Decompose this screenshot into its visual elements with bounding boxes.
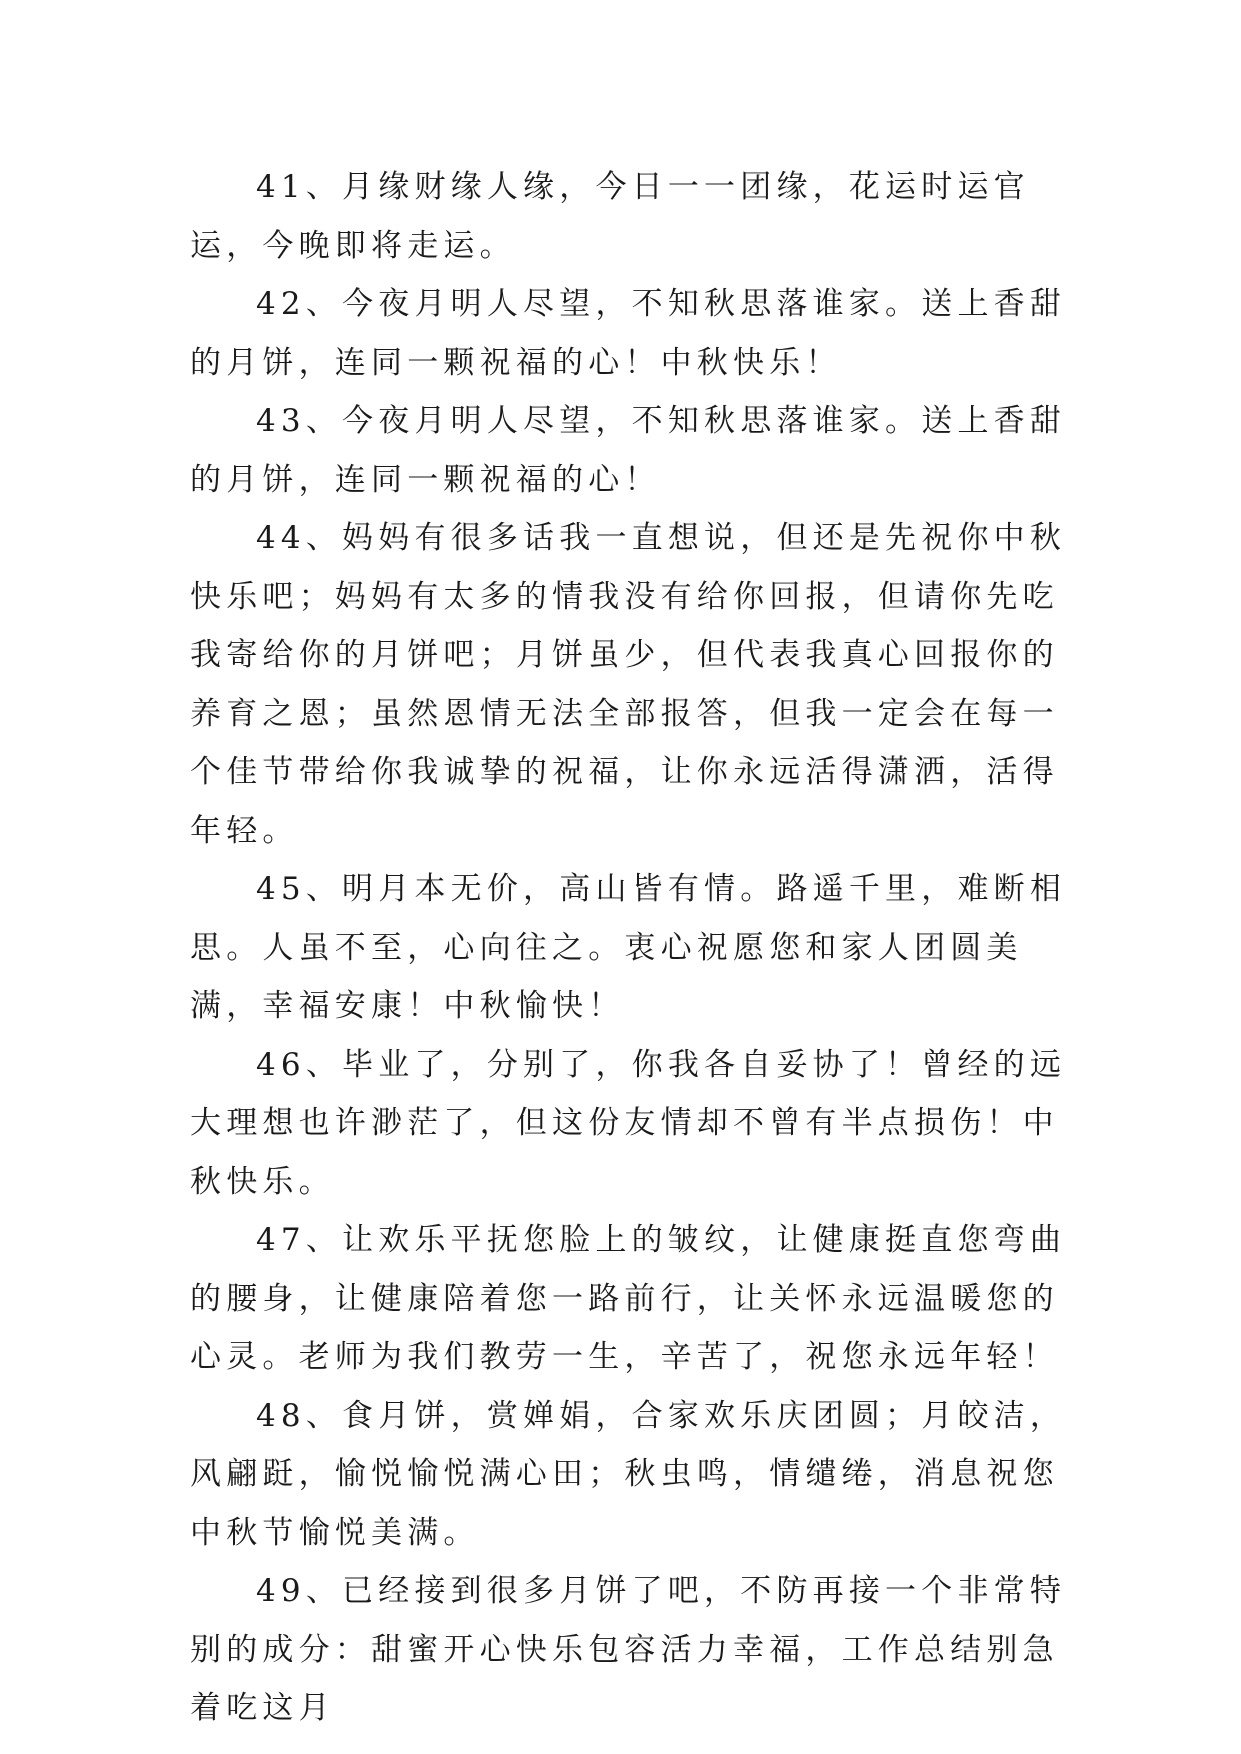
paragraph-43: 43、今夜月明人尽望，不知秋思落谁家。送上香甜的月饼，连同一颗祝福的心！: [190, 403, 1067, 498]
document-body: [190, 158, 1080, 1738]
paragraph-44: 44、妈妈有很多话我一直想说，但还是先祝你中秋快乐吧；妈妈有太多的情我没有给你回报，但请你先吃我寄给你的月饼吧；月饼虽少，但代表我真心回报你的养育之恩；虽然恩情无法全部报答，但我一定会在每一个佳节带给你我诚挚的祝福，让你永远活得潇洒，活得年轻。: [190, 520, 1067, 849]
paragraph-49: 49、已经接到很多月饼了吧，不防再接一个非常特别的成分：甜蜜开心快乐包容活力幸福，工作总结别急着吃这月: [190, 1573, 1067, 1726]
paragraph-48: 48、食月饼，赏婵娟，合家欢乐庆团圆；月皎洁，风翩跹，愉悦愉悦满心田；秋虫鸣，情缱绻，消息祝您中秋节愉悦美满。: [190, 1397, 1067, 1551]
paragraph-42: 42、今夜月明人尽望，不知秋思落谁家。送上香甜的月饼，连同一颗祝福的心！中秋快乐！: [190, 286, 1067, 381]
paragraph-46: 46、毕业了，分别了，你我各自妥协了！曾经的远大理想也许渺茫了，但这份友情却不曾有半点损伤！中秋快乐。: [190, 1046, 1067, 1200]
paragraph-47: 47、让欢乐平抚您脸上的皱纹，让健康挺直您弯曲的腰身，让健康陪着您一路前行，让关怀永远温暖您的心灵。老师为我们教劳一生，辛苦了，祝您永远年轻！: [190, 1222, 1067, 1375]
paragraph-41: 41、月缘财缘人缘，今日一一团缘，花运时运官运，今晚即将走运。: [190, 169, 1030, 264]
paragraph-45: 45、明月本无价，高山皆有情。路遥千里，难断相思。人虽不至，心向往之。衷心祝愿您和家人团圆美满，幸福安康！中秋愉快！: [190, 871, 1067, 1024]
